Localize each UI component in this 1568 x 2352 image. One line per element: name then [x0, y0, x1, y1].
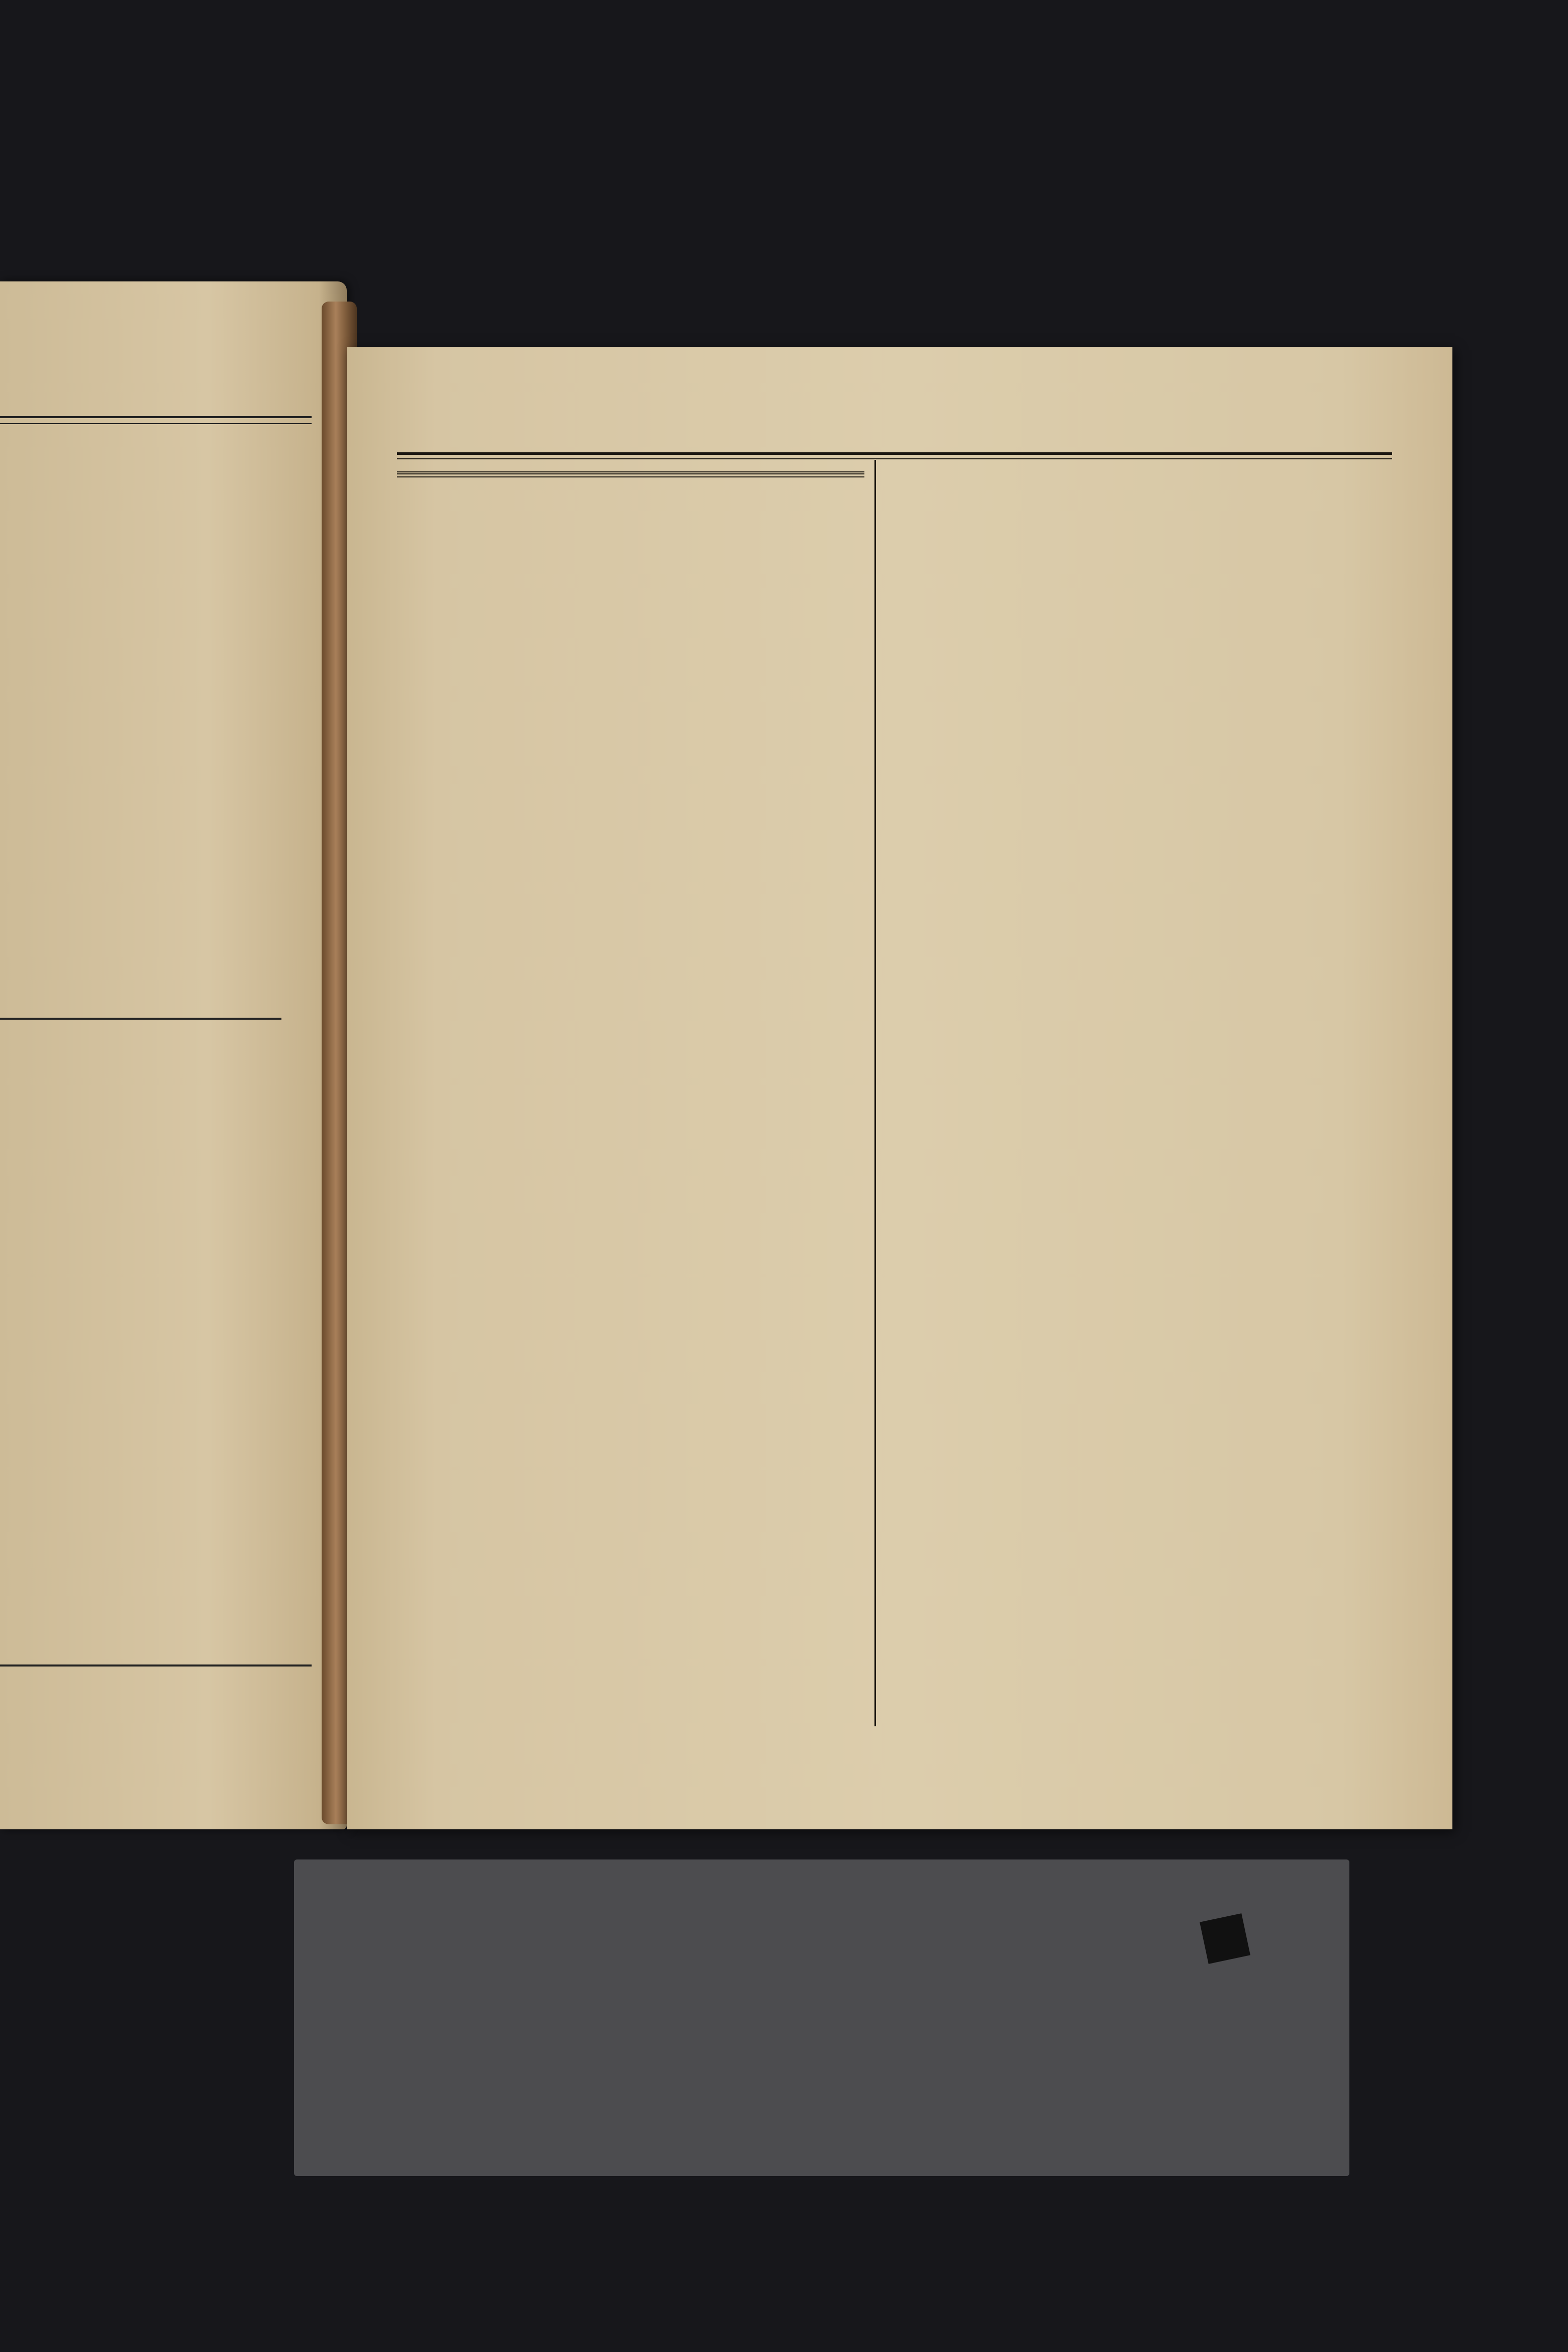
ruler-ticks [294, 1859, 1349, 1925]
column-1 [397, 462, 864, 489]
left-page-footer-rule [0, 1664, 312, 1667]
section-rule [397, 471, 864, 477]
left-page-top-rule-thin [0, 423, 312, 424]
colour-chart [294, 1859, 1349, 2176]
page-header [397, 405, 1392, 450]
left-page-section-rule [0, 1018, 281, 1020]
swatch-row-light [294, 1998, 1349, 2089]
left-page [0, 281, 347, 1829]
swatch-row-dark [294, 2089, 1349, 2179]
swatch-labels [294, 1969, 1349, 1994]
header-rule-thin [397, 458, 1392, 459]
ruler [294, 1859, 1349, 1925]
header-rule [397, 452, 1392, 455]
left-page-top-rule [0, 416, 312, 418]
right-page [347, 347, 1452, 1829]
column-divider [874, 460, 876, 1726]
chart-logo [1200, 1913, 1250, 1964]
